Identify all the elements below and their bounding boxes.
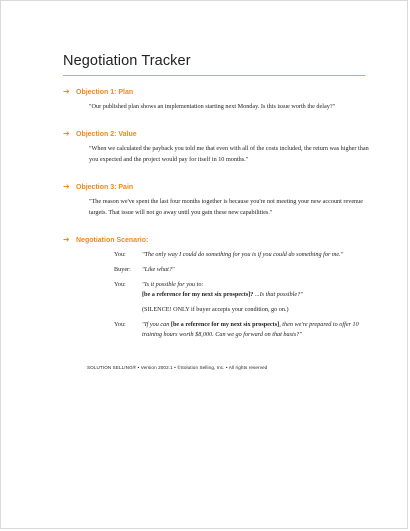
dialogue-line	[114, 250, 369, 260]
section-heading	[63, 87, 369, 97]
page-title: Negotiation Tracker	[63, 53, 191, 69]
dialogue	[114, 250, 369, 340]
speaker-text-part: ...Is that possible?"	[254, 291, 303, 298]
speaker-label	[114, 305, 142, 315]
page-footer: SOLUTION SELLING® • Version 2002.1 • ©Solution Selling, Inc. • All rights reserved	[87, 365, 268, 370]
condition-text: [be a reference for my next six prospects]	[170, 321, 280, 328]
section-heading	[63, 235, 369, 245]
arrow-right-icon: ➔	[63, 235, 70, 244]
section-body: "The reason we've spent the last four months together is because you're not meeting your new account revenue targets. That issue will not go away until you gain these new capabilities."	[89, 198, 363, 216]
arrow-right-icon: ➔	[63, 129, 70, 138]
speaker-label: You:	[114, 251, 126, 258]
arrow-right-icon: ➔	[63, 182, 70, 191]
dialogue-line	[114, 265, 369, 275]
objection-pain-section	[63, 182, 369, 218]
section-body: "When we calculated the payback you told me that even with all of the costs included, the return was higher than you expected and the project would pay for itself in 10 months."	[89, 145, 369, 163]
title-underline	[63, 75, 365, 76]
dialogue-line	[114, 305, 369, 315]
objection-value-section	[63, 129, 369, 165]
section-heading-text: Objection 3: Pain	[76, 183, 134, 191]
section-heading	[63, 129, 369, 139]
speaker-text: "The only way I could do something for you is if you could do something for me."	[142, 251, 344, 258]
speaker-label: Buyer:	[114, 266, 131, 273]
speaker-text: "Like what?"	[142, 266, 175, 273]
stage-direction: (SILENCE! ONLY if buyer accepts your condition, go on.)	[142, 306, 289, 313]
section-body: "Our published plan shows an implementation starting next Monday. Is this issue worth the delay?"	[89, 103, 336, 110]
negotiation-scenario-section	[63, 235, 369, 340]
section-heading-text: Negotiation Scenario:	[76, 236, 149, 244]
section-heading	[63, 182, 369, 192]
section-heading-text: Objection 1: Plan	[76, 88, 134, 96]
dialogue-line	[114, 320, 369, 340]
section-heading-text: Objection 2: Value	[76, 130, 137, 138]
speaker-label: You:	[114, 281, 126, 288]
speaker-text-part: "Is it possible for you to:	[142, 281, 204, 288]
condition-text: [be a reference for my next six prospects]?	[142, 291, 254, 298]
speaker-text-part: , then we're prepared to offer 10 training hours worth $8,000. Can we go forward on that basis?"	[142, 321, 359, 338]
speaker-text-part: "If you can	[142, 321, 171, 328]
dialogue-line	[114, 280, 369, 300]
arrow-right-icon: ➔	[63, 87, 70, 96]
speaker-label: You:	[114, 321, 126, 328]
speaker-text	[142, 280, 369, 300]
objection-plan-section	[63, 87, 369, 112]
speaker-text	[142, 320, 369, 340]
